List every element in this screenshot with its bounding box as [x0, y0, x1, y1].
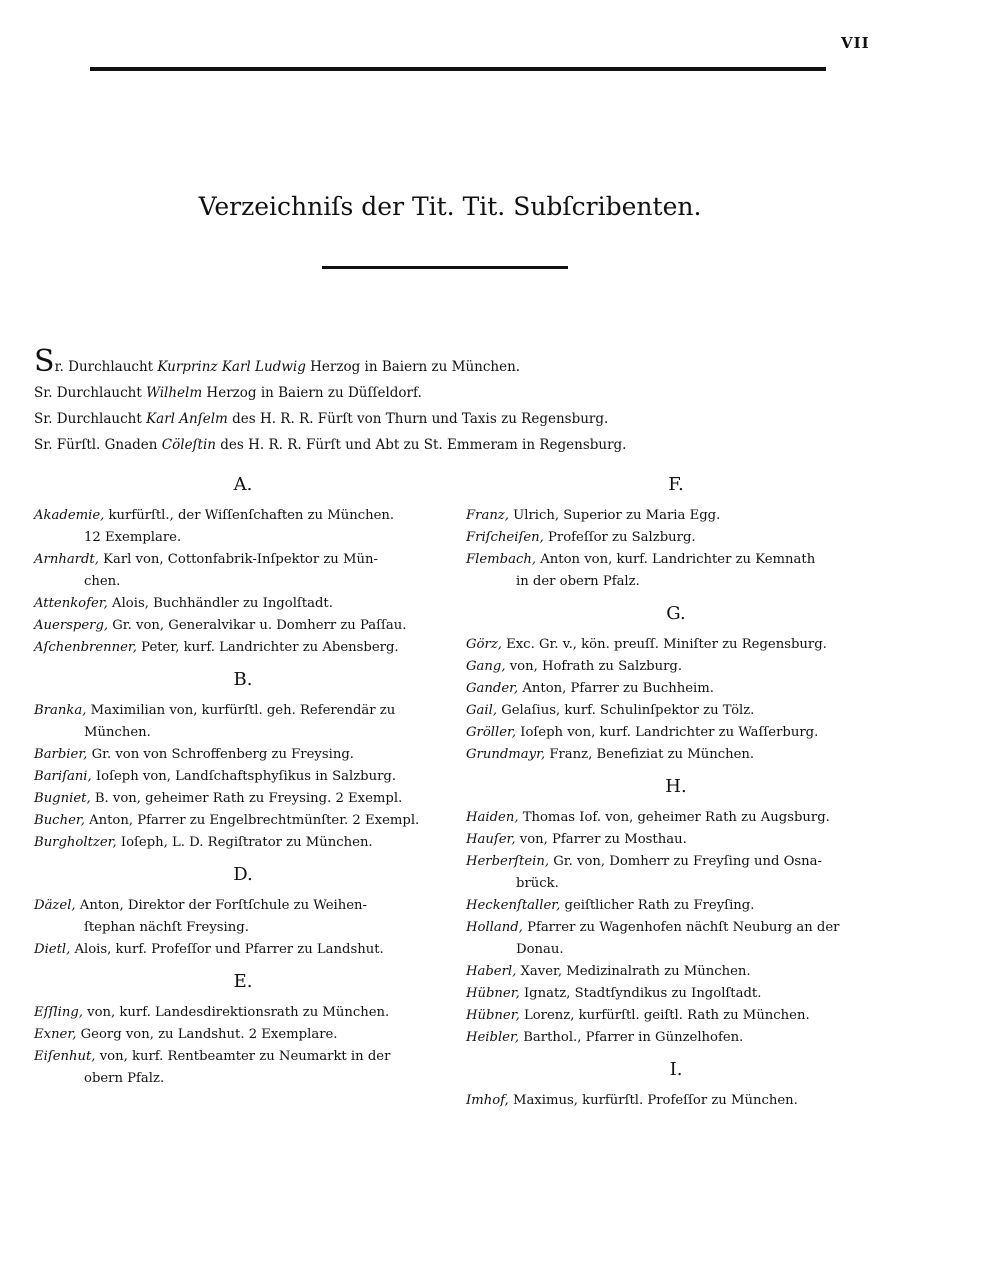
subscriber-entry [34, 637, 454, 659]
subscriber-name: Bucher, [34, 813, 85, 828]
royal-name: Karl Anſelm [146, 411, 228, 427]
subscriber-name: Eiſenhut, [34, 1049, 96, 1064]
subscriber-name: Holland, [466, 920, 523, 935]
subscriber-entry [34, 505, 454, 549]
royal-entry [34, 344, 934, 380]
subscriber-details: Peter, kurf. Landrichter zu Abensberg. [136, 640, 399, 655]
letter-section [34, 971, 454, 1090]
subscriber-entry [466, 1027, 886, 1049]
subscriber-entry [466, 634, 886, 656]
royal-prefix: r. Durchlaucht [54, 359, 158, 375]
subscriber-details: Anton, Pfarrer zu Buchheim. [518, 681, 714, 696]
royal-text: Herzog in Baiern zu Düſſeldorf. [202, 385, 422, 401]
subscriber-name: Attenkofer, [34, 596, 108, 611]
subscriber-entry [34, 832, 454, 854]
subscriber-entry [466, 1005, 886, 1027]
subscriber-name: Burgholtzer, [34, 835, 117, 850]
subscriber-entry [466, 983, 886, 1005]
subscriber-continuation: chen. [84, 574, 121, 589]
subscriber-details: Karl von, Cottonfabrik-Inſpektor zu Mün- [98, 552, 378, 567]
letter-section [466, 1059, 886, 1112]
subscriber-name: Gander, [466, 681, 519, 696]
subscriber-details: kurfürſtl., der Wiſſenſchaften zu München. [104, 508, 395, 523]
royal-subscribers [34, 344, 934, 458]
royal-entry [34, 432, 934, 458]
royal-prefix: Sr. Durchlaucht [34, 411, 147, 427]
subscriber-entry [34, 788, 454, 810]
right-column [466, 474, 886, 1122]
subscriber-name: Däzel, [34, 898, 76, 913]
subscriber-name: Branka, [34, 703, 87, 718]
subscriber-details: Barthol., Pfarrer in Günzelhofen. [519, 1030, 744, 1045]
section-letter: E. [233, 971, 253, 992]
subscriber-details: B. von, geheimer Rath zu Freysing. 2 Exempl. [90, 791, 403, 806]
subscriber-details: von, kurf. Rentbeamter zu Neumarkt in der [95, 1049, 391, 1064]
royal-name: Kurprinz Karl Ludwig [157, 359, 306, 375]
subscriber-entry [34, 810, 454, 832]
subscriber-entry [466, 744, 886, 766]
subscriber-details: Xaver, Medizinalrath zu München. [516, 964, 751, 979]
subscriber-name: Grundmayr, [466, 747, 546, 762]
subscriber-entry [34, 744, 454, 766]
subscriber-name: Gang, [466, 659, 506, 674]
subscriber-name: Hauſer, [466, 832, 516, 847]
subscriber-continuation: ſtephan nächſt Freysing. [84, 920, 249, 935]
letter-section [466, 474, 886, 593]
top-rule [90, 67, 826, 71]
subscriber-entry [466, 961, 886, 983]
letter-section [466, 603, 886, 766]
subscriber-entry [34, 939, 454, 961]
subscriber-name: Akademie, [34, 508, 105, 523]
subscriber-name: Bariſani, [34, 769, 92, 784]
subscriber-details: Ioſeph von, Landſchaftsphyſikus in Salzburg. [91, 769, 397, 784]
subscriber-details: Anton, Pfarrer zu Engelbrechtmünſter. 2 Exempl. [84, 813, 420, 828]
subscriber-entry [466, 505, 886, 527]
subscriber-entry [466, 656, 886, 678]
subscriber-details: Anton von, kurf. Landrichter zu Kemnath [536, 552, 816, 567]
subscriber-details: von, Hofrath zu Salzburg. [505, 659, 683, 674]
subscriber-entry [466, 895, 886, 917]
subscriber-name: Heibler, [466, 1030, 520, 1045]
section-letter: I. [669, 1059, 683, 1080]
subscriber-entry [466, 700, 886, 722]
subscriber-name: Bugniet, [34, 791, 91, 806]
subscriber-name: Franz, [466, 508, 509, 523]
subscriber-name: Barbier, [34, 747, 88, 762]
subscriber-entry [466, 829, 886, 851]
subscriber-name: Aſchenbrenner, [34, 640, 137, 655]
page-title: Verzeichniſs der Tit. Tit. Subſcribenten. [198, 192, 702, 221]
subscriber-name: Görz, [466, 637, 502, 652]
subscriber-name: Auersperg, [34, 618, 109, 633]
royal-prefix: Sr. Durchlaucht [34, 385, 147, 401]
subscriber-name: Haiden, [466, 810, 519, 825]
section-letter: H. [665, 776, 687, 797]
subscriber-entry [34, 1002, 454, 1024]
subscriber-details: Maximilian von, kurfürſtl. geh. Referendär zu [86, 703, 396, 718]
subscriber-details: Franz, Benefiziat zu München. [545, 747, 755, 762]
letter-section [34, 669, 454, 854]
royal-text: des H. R. R. Fürſt von Thurn und Taxis zu Regensburg. [227, 411, 609, 427]
subscriber-entry [34, 1046, 454, 1090]
subscriber-details: Exc. Gr. v., kön. preuſſ. Miniſter zu Regensburg. [501, 637, 827, 652]
subscriber-entry [466, 1090, 886, 1112]
subscriber-name: Dietl, [34, 942, 71, 957]
royal-name: Wilhelm [146, 385, 203, 401]
royal-entry [34, 380, 934, 406]
subscriber-name: Hübner, [466, 1008, 520, 1023]
subscriber-continuation: brück. [516, 876, 559, 891]
subscriber-details: Gelaſius, kurf. Schulinſpektor zu Tölz. [497, 703, 755, 718]
subscriber-name: Eſſling, [34, 1005, 83, 1020]
royal-entry [34, 406, 934, 432]
subscriber-details: Anton, Direktor der Forſtſchule zu Weihen- [75, 898, 368, 913]
subscriber-entry [466, 851, 886, 895]
subscriber-entry [466, 549, 886, 593]
subscriber-details: Georg von, zu Landshut. 2 Exemplare. [76, 1027, 338, 1042]
subscriber-continuation: obern Pfalz. [84, 1071, 165, 1086]
subscriber-name: Exner, [34, 1027, 77, 1042]
subscriber-name: Flembach, [466, 552, 537, 567]
section-letter: G. [666, 603, 686, 624]
subscriber-entry [34, 549, 454, 593]
title-rule [322, 266, 568, 269]
subscriber-name: Hübner, [466, 986, 520, 1001]
subscriber-details: Profeſſor zu Salzburg. [543, 530, 696, 545]
subscriber-name: Herberſtein, [466, 854, 550, 869]
subscriber-details: Ioſeph von, kurf. Landrichter zu Waſſerburg. [516, 725, 819, 740]
subscriber-entry [466, 807, 886, 829]
subscriber-continuation: in der obern Pfalz. [516, 574, 640, 589]
section-letter: B. [233, 669, 253, 690]
subscriber-details: von, kurf. Landesdirektionsrath zu München. [82, 1005, 390, 1020]
subscriber-details: Gr. von, Generalvikar u. Domherr zu Paſſau. [108, 618, 407, 633]
subscriber-details: Maximus, kurfürſtl. Profeſſor zu München. [508, 1093, 798, 1108]
subscriber-name: Gail, [466, 703, 498, 718]
left-column [34, 474, 454, 1100]
royal-text: des H. R. R. Fürſt und Abt zu St. Emmeram in Regensburg. [216, 437, 627, 453]
page-number: VII [841, 34, 870, 52]
subscriber-name: Haberl, [466, 964, 517, 979]
subscriber-details: Ignatz, Stadtſyndikus zu Ingolſtadt. [519, 986, 762, 1001]
subscriber-details: von, Pfarrer zu Mosthau. [515, 832, 687, 847]
subscriber-continuation: Donau. [516, 942, 564, 957]
subscriber-details: geiſtlicher Rath zu Freyſing. [560, 898, 755, 913]
royal-text: Herzog in Baiern zu München. [305, 359, 521, 375]
subscriber-details: Ulrich, Superior zu Maria Egg. [508, 508, 721, 523]
subscriber-entry [34, 1024, 454, 1046]
subscriber-details: Alois, kurf. Profeſſor und Pfarrer zu Landshut. [70, 942, 384, 957]
subscriber-entry [466, 917, 886, 961]
subscriber-details: Gr. von von Schroffenberg zu Freysing. [87, 747, 354, 762]
subscriber-entry [466, 678, 886, 700]
subscriber-details: Thomas Iof. von, geheimer Rath zu Augsburg. [518, 810, 830, 825]
subscriber-entry [34, 700, 454, 744]
subscriber-entry [34, 593, 454, 615]
subscriber-details: Pfarrer zu Wagenhofen nächſt Neuburg an der [522, 920, 840, 935]
royal-name: Cöleſtin [161, 437, 216, 453]
subscriber-entry [466, 722, 886, 744]
letter-section [34, 864, 454, 961]
subscriber-name: Arnhardt, [34, 552, 99, 567]
subscriber-continuation: 12 Exemplare. [84, 530, 182, 545]
subscriber-entry [34, 895, 454, 939]
subscriber-continuation: München. [84, 725, 151, 740]
subscriber-name: Imhof, [466, 1093, 509, 1108]
letter-section [34, 474, 454, 659]
section-letter: A. [233, 474, 253, 495]
subscriber-name: Friſcheiſen, [466, 530, 544, 545]
subscriber-details: Ioſeph, L. D. Regiſtrator zu München. [116, 835, 373, 850]
subscriber-details: Gr. von, Domherr zu Freyſing und Osna- [549, 854, 822, 869]
subscriber-entry [466, 527, 886, 549]
subscriber-entry [34, 766, 454, 788]
subscriber-details: Alois, Buchhändler zu Ingolſtadt. [107, 596, 333, 611]
subscriber-entry [34, 615, 454, 637]
section-letter: F. [668, 474, 684, 495]
royal-prefix: Sr. Fürſtl. Gnaden [34, 437, 162, 453]
letter-section [466, 776, 886, 1049]
subscriber-details: Lorenz, kurfürſtl. geiſtl. Rath zu München. [519, 1008, 810, 1023]
subscriber-name: Heckenſtaller, [466, 898, 561, 913]
drop-capital: S [34, 344, 55, 379]
subscriber-name: Gröller, [466, 725, 517, 740]
section-letter: D. [233, 864, 253, 885]
